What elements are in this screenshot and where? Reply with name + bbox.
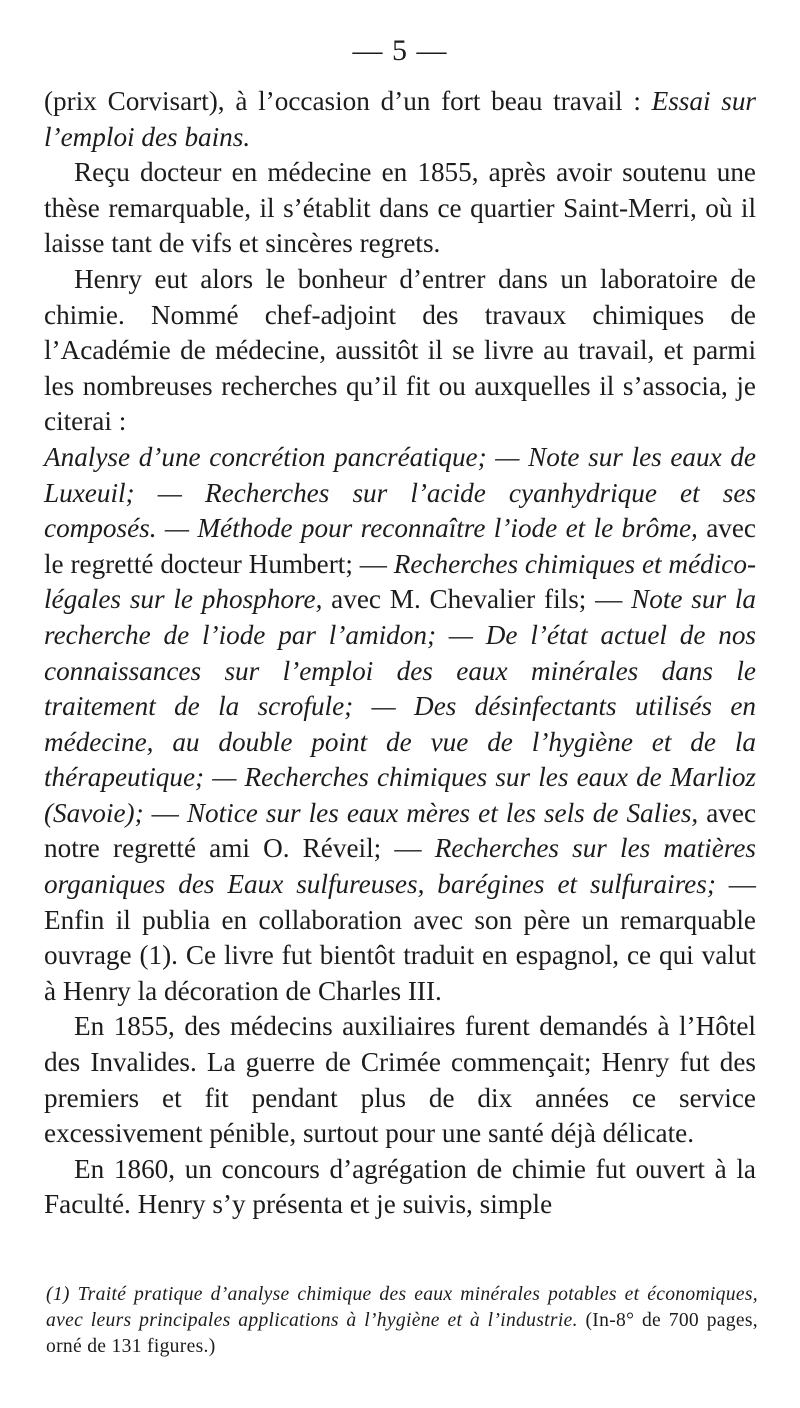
text-run: avec notre regretté ami O. Réveil; —	[44, 797, 757, 864]
paragraph	[44, 1152, 756, 1223]
italic-text: Analyse d’une concrétion pancréatique; — Note sur les eaux de Luxeuil; — Recherches sur l’acide cyanhydrique et ses composés. — Méthode pour reconnaître l’iode et le brôme,	[44, 441, 756, 544]
text-run: (In-8° de 700 pages, orné de 131 figures.)	[46, 1310, 759, 1357]
italic-text: Notice sur les eaux mères et les sels de Salies,	[186, 797, 699, 828]
italic-text: Recherches sur les matières organiques des Eaux sulfureuses, barégines et sulfuraires;	[44, 833, 756, 900]
paragraph	[44, 1009, 756, 1151]
text-run: (prix Corvisart), à l’occasion d’un fort beau travail :	[44, 86, 652, 116]
text-run: avec M. Chevalier fils; —	[322, 584, 632, 615]
text-run: — Enfin il publia en collaboration avec son père un remarquable ouvrage (1). Ce livre fut bientôt traduit en espagnol, ce qui valut à Henry la décoration de Charles III.	[44, 869, 756, 1006]
italic-text: Recherches chimiques et médico-légales sur le phosphore,	[44, 548, 756, 615]
paragraph	[44, 440, 756, 1010]
italic-text: Essai sur l’emploi des bains.	[44, 86, 756, 152]
text-run: Henry eut alors le bonheur d’entrer dans un laboratoire de chimie. Nommé chef-adjoint des travaux chimiques de l’Académie de médecine, aussitôt il se livre au travail, et parmi les nombreuses recherches qu’il fit ou auxquelles il s’associa, je citerai :	[44, 263, 756, 437]
text-run: En 1855, des médecins auxiliaires furent demandés à l’Hôtel des Invalides. La guerre de Crimée commençait; Henry fut des premiers et fit pendant plus de dix années ce service excessivement pénible, surtout pour une santé déjà délicate.	[44, 1011, 756, 1149]
text-run: avec le regretté docteur Humbert; —	[44, 513, 756, 579]
paragraph	[44, 262, 756, 440]
paragraph	[44, 84, 756, 155]
body-text	[44, 84, 756, 1223]
text-run: —	[143, 797, 187, 828]
footnote	[46, 1282, 758, 1360]
text-run: Reçu docteur en médecine en 1855, après avoir soutenu une thèse remarquable, il s’établit dans ce quartier Saint-Merri, où il laisse tant de vifs et sincères regrets.	[44, 157, 756, 259]
paragraph	[44, 155, 756, 262]
italic-text: Note sur la recherche de l’iode par l’amidon; — De l’état actuel de nos connaissances sur l’emploi des eaux minérales dans le traitement de la scrofule; — Des désinfectants utilisés en médecine, au double point de vue de l’hygiène et de la thérapeutique; — Recherches chimiques sur les eaux de Marlioz (Savoie);	[44, 584, 756, 828]
italic-text: (1) Traité pratique d’analyse chimique des eaux minérales potables et économiques, avec leurs principales applications à l’hygiène et à l’industrie.	[46, 1284, 758, 1331]
text-run: En 1860, un concours d’agrégation de chimie fut ouvert à la Faculté. Henry s’y présenta et je suivis, simple	[44, 1153, 756, 1220]
page-number: — 5 —	[352, 34, 448, 67]
